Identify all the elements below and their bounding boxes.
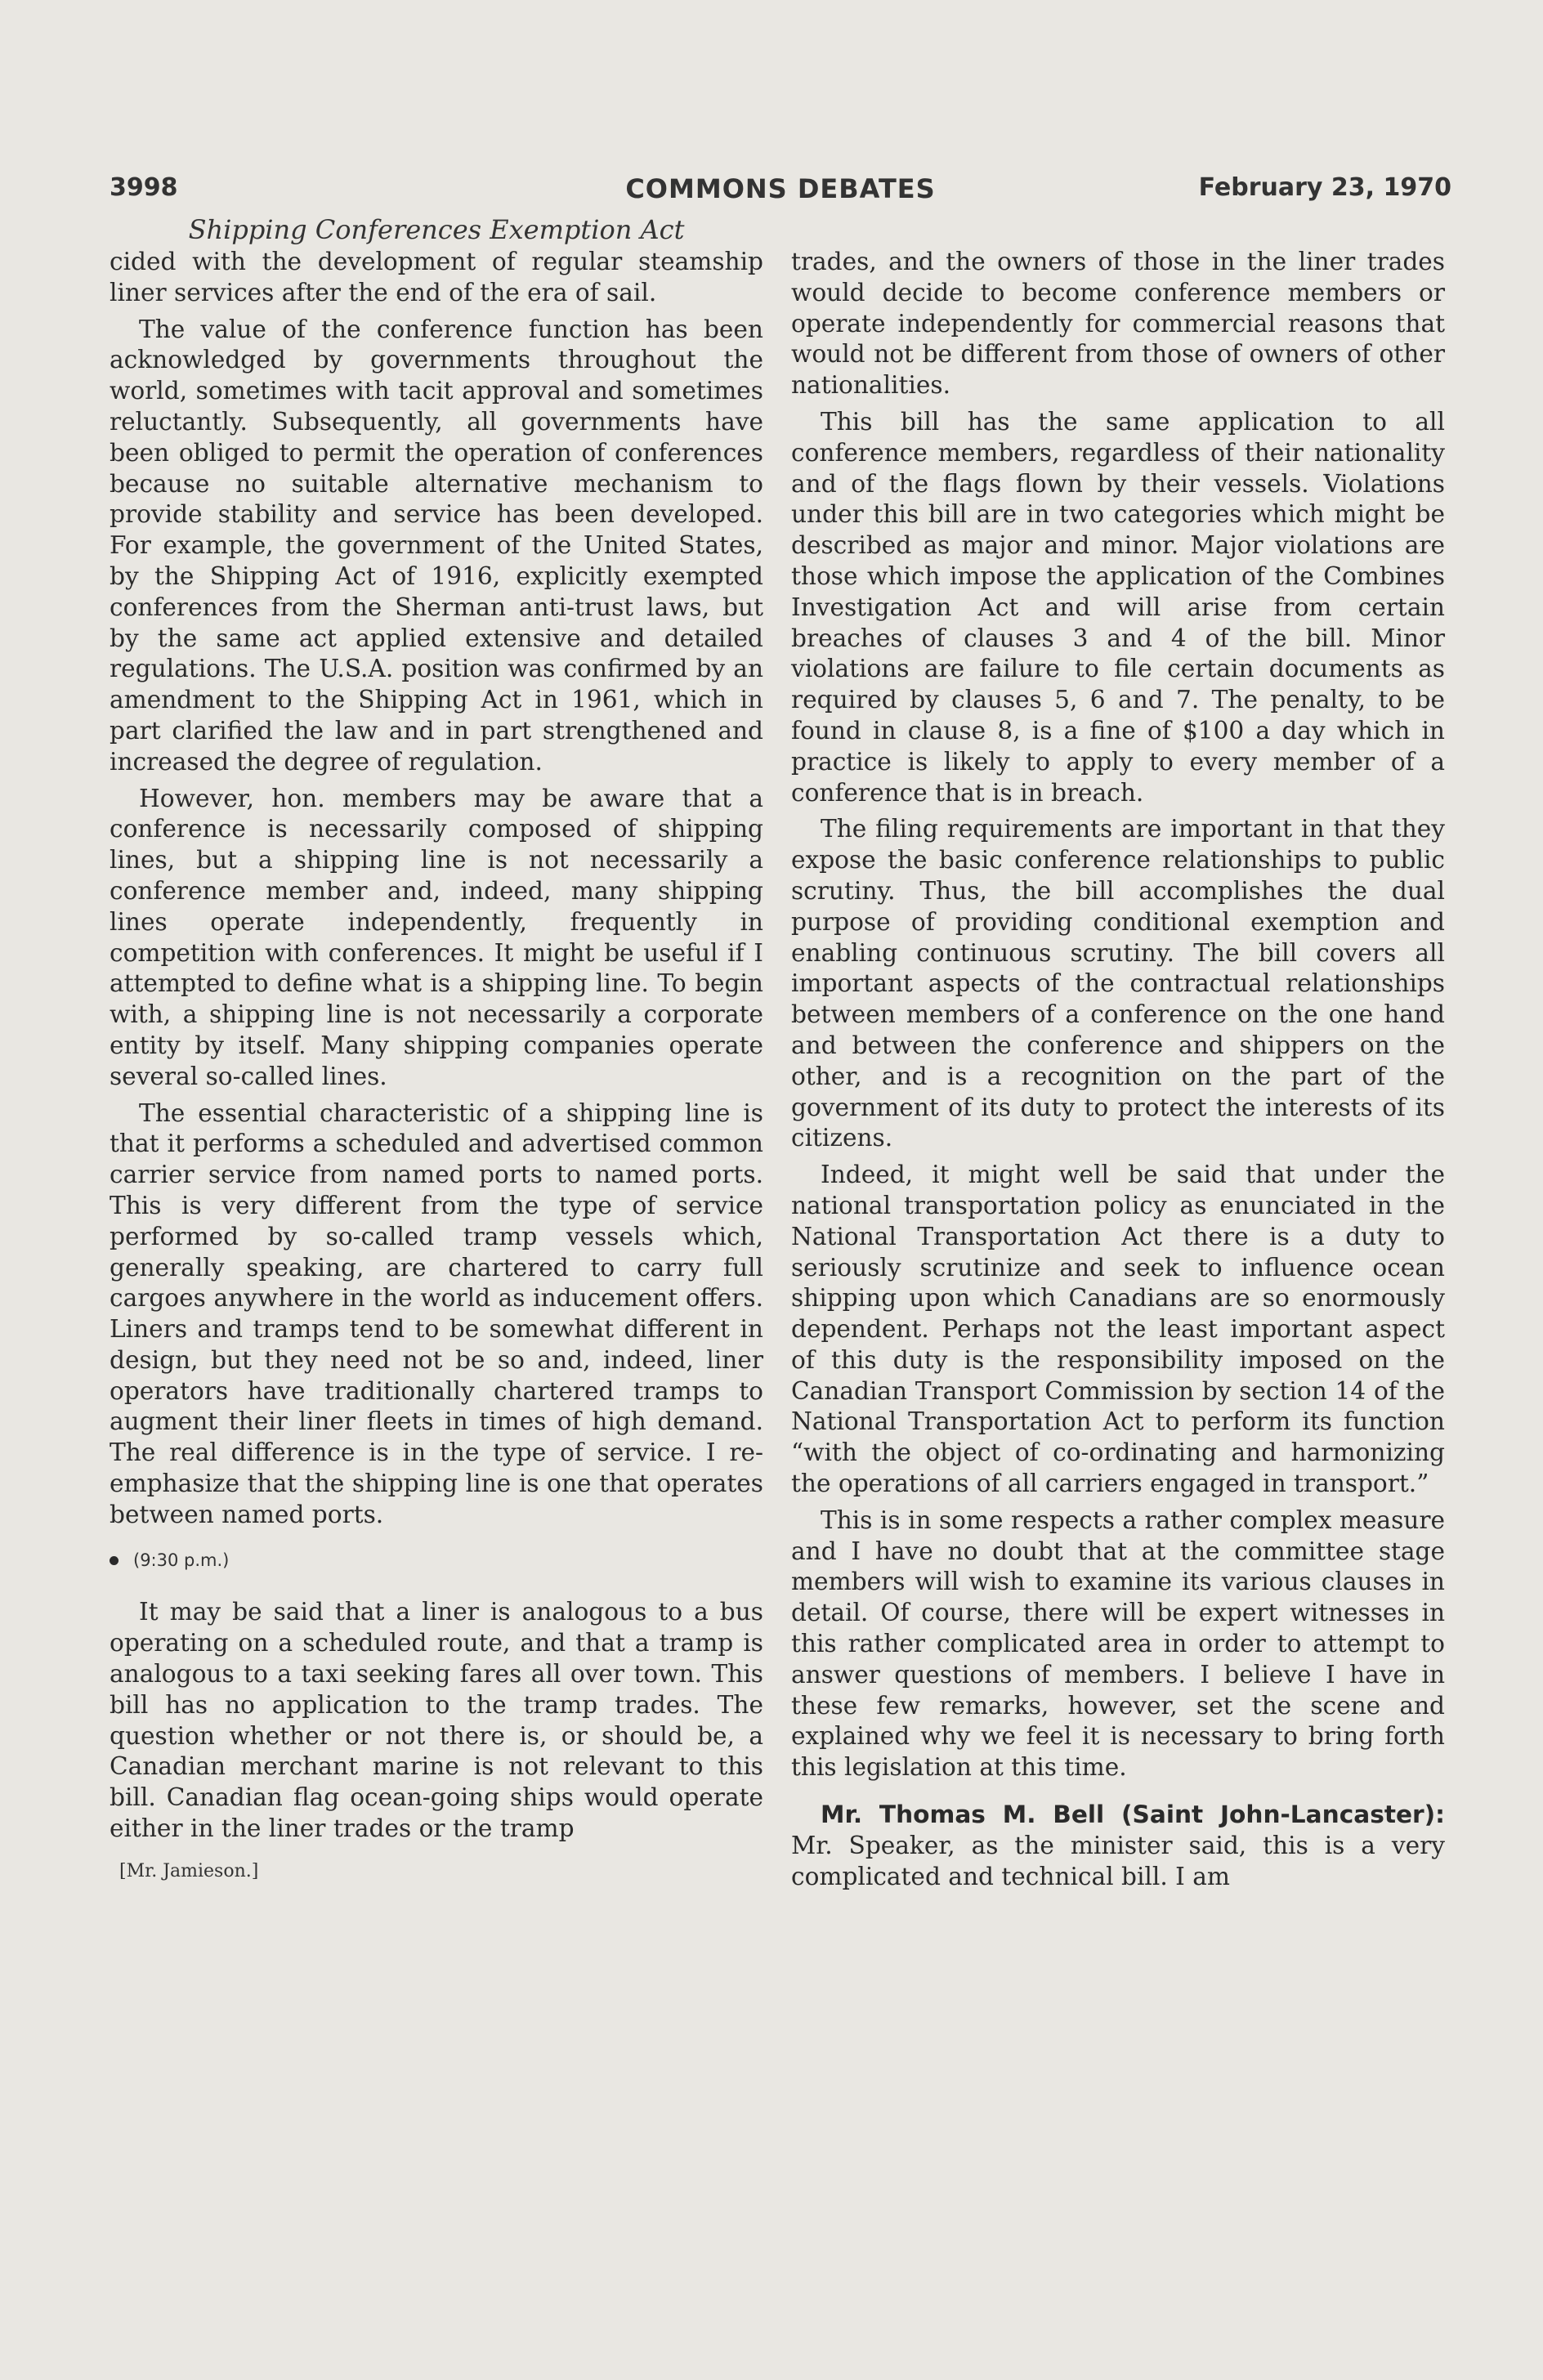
paragraph: It may be said that a liner is analogous to a bus operating on a scheduled route, and that a tramp is analogous to a taxi seeking fares all over town. This bill has no application to the tramp trades. The question whether or not there is, or should be, a Canadian merchant marine is not relevant to this bill. Canadian flag ocean-going ships would operate either in the liner trades or the tramp	[110, 1598, 763, 1843]
speaker-name: Mr. Thomas M. Bell (Saint John-Lancaster):	[821, 1801, 1445, 1829]
paragraph: The value of the conference function has been acknowledged by governments throughout the world, sometimes with tacit approval and sometimes reluctantly. Subsequently, all governments have been obliged to permit the operation of conferences because no suitable alternative mechanism to provide stability and service has been developed. For example, the government of the United States, by the Shipping Act of 1916, explicitly exempted conferences from the Sherman anti-trust laws, but by the same act applied extensive and detailed regulations. The U.S.A. position was confirmed by an amendment to the Shipping Act in 1961, which in part clarified the law and in part strengthened and increased the degree of regulation.	[110, 315, 763, 776]
publication-title: COMMONS DEBATES	[625, 173, 936, 204]
paragraph: This is in some respects a rather complex measure and I have no doubt that at the committee stage members will wish to examine its various clauses in detail. Of course, there will be expert witnesses in this rather complicated area in order to attempt to answer questions of members. I believe I have in these few remarks, however, set the scene and explained why we feel it is necessary to bring forth this legislation at this time.	[791, 1505, 1445, 1782]
paragraph: Indeed, it might well be said that under the national transportation policy as enunciated in the National Transportation Act there is a duty to seriously scrutinize and seek to influence ocean shipping upon which Canadians are so enormously dependent. Perhaps not the least important aspect of this duty is the responsibility imposed on the Canadian Transport Commission by section 14 of the National Transportation Act to perform its function “with the object of co-ordinating and harmonizing the operations of all carriers engaged in transport.”	[791, 1161, 1445, 1498]
page-date: February 23, 1970	[1198, 173, 1451, 202]
speech-paragraph	[791, 1800, 1445, 1892]
paragraph: trades, and the owners of those in the liner trades would decide to become conference members or operate independently for commercial reasons that would not be different from those of owners of other nationalities.	[791, 248, 1445, 400]
left-column	[110, 247, 763, 1887]
bullet-icon	[110, 1556, 119, 1565]
running-head: Shipping Conferences Exemption Act	[188, 214, 685, 245]
paragraph: However, hon. members may be aware that a conference is necessarily composed of shipping lines, but a shipping line is not necessarily a conference member and, indeed, many shipping lines operate independently, frequently in competition with conferences. It might be useful if I attempted to define what is a shipping line. To begin with, a shipping line is not necessarily a corporate entity by itself. Many shipping companies operate several so-called lines.	[110, 784, 763, 1090]
right-column	[791, 247, 1445, 1898]
page-number: 3998	[110, 173, 178, 202]
time-marker-text: (9:30 p.m.)	[133, 1550, 230, 1570]
paragraph: The filing requirements are important in that they expose the basic conference relationships to public scrutiny. Thus, the bill accomplishes the dual purpose of providing conditional exemption and enabling continuous scrutiny. The bill covers all important aspects of the contractual relationships between members of a conference on the one hand and between the conference and shippers on the other, and is a recognition on the part of the government of its duty to protect the interests of its citizens.	[791, 815, 1445, 1152]
speaker-attribution: [Mr. Jamieson.]	[119, 1860, 259, 1881]
time-marker	[110, 1546, 763, 1577]
speech-text: Mr. Speaker, as the minister said, this is a very complicated and technical bill. I am	[791, 1831, 1445, 1890]
paragraph: This bill has the same application to all conference members, regardless of their nationality and of the flags flown by their vessels. Violations under this bill are in two categories which might be described as major and minor. Major violations are those which impose the application of the Combines Investigation Act and will arise from certain breaches of clauses 3 and 4 of the bill. Minor violations are failure to file certain documents as required by clauses 5, 6 and 7. The penalty, to be found in clause 8, is a fine of $100 a day which in practice is likely to apply to every member of a conference that is in breach.	[791, 407, 1445, 807]
paragraph: cided with the development of regular steamship liner services after the end of the era of sail.	[110, 248, 763, 306]
paragraph: The essential characteristic of a shipping line is that it performs a scheduled and advertised common carrier service from named ports to named ports. This is very different from the type of service performed by so-called tramp vessels which, generally speaking, are chartered to carry full cargoes anywhere in the world as inducement offers. Liners and tramps tend to be somewhat different in design, but they need not be so and, indeed, liner operators have traditionally chartered tramps to augment their liner fleets in times of high demand. The real difference is in the type of service. I re-emphasize that the shipping line is one that operates between named ports.	[110, 1098, 763, 1528]
page-header	[110, 173, 1451, 214]
